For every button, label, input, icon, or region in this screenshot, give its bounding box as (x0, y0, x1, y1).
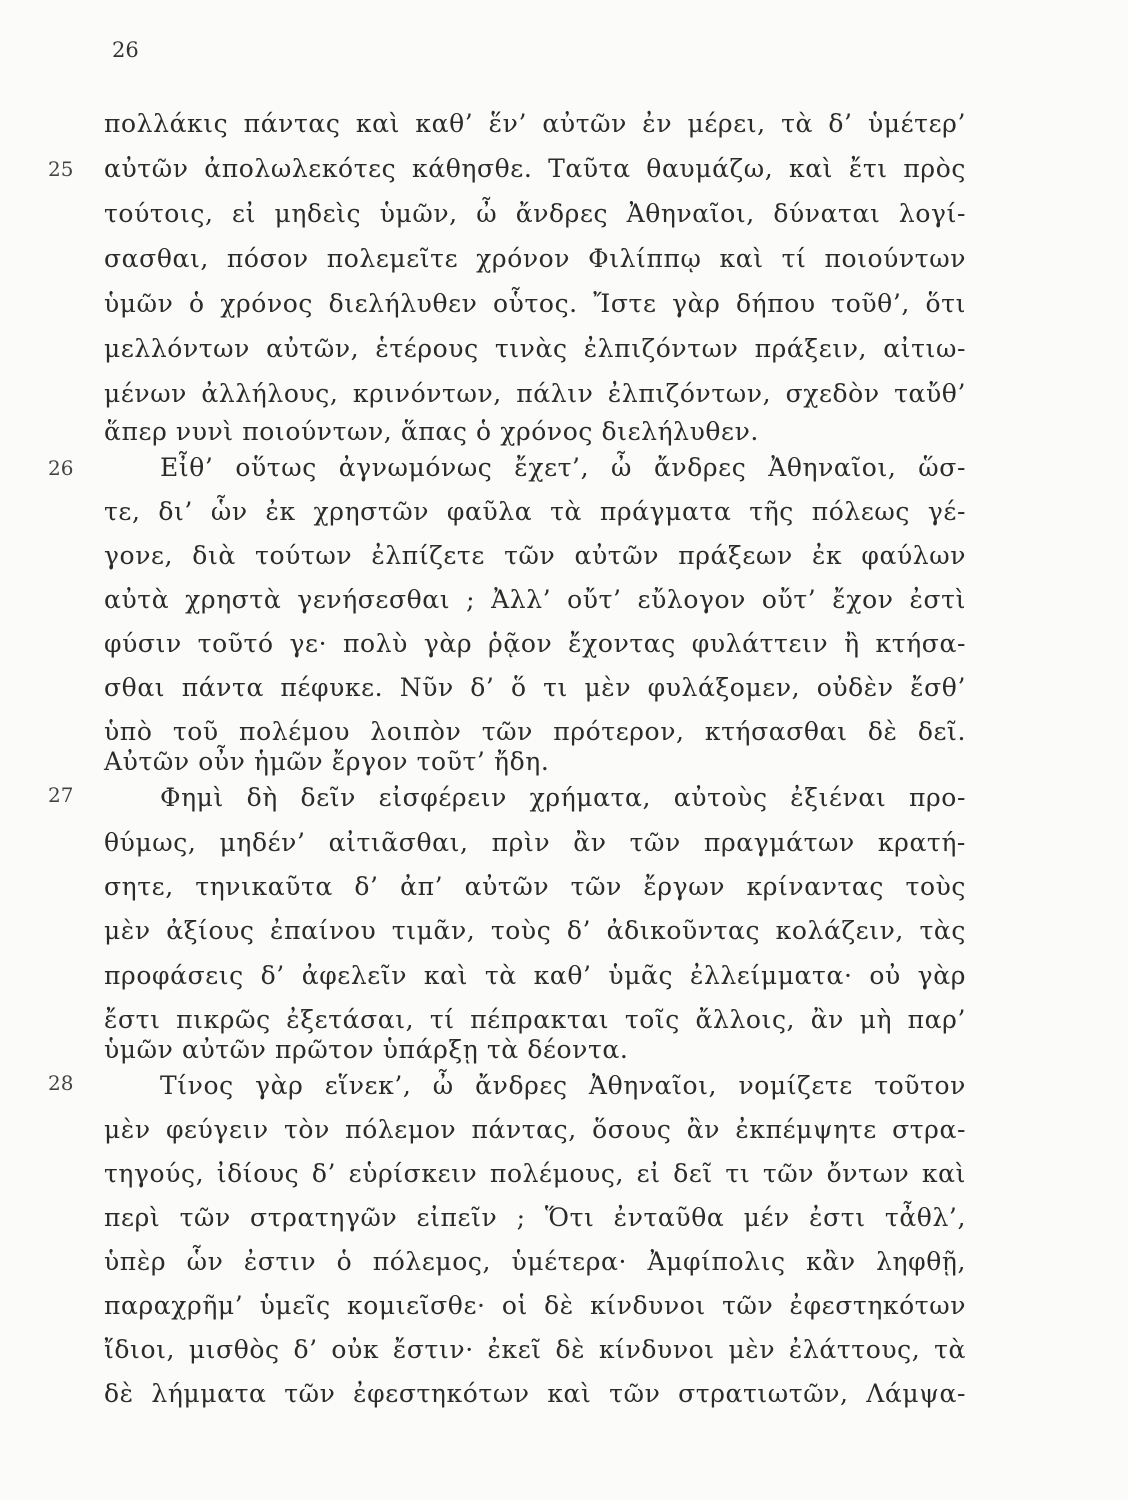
section-number: 27 (48, 783, 74, 807)
text-line: φύσιν τοῦτό γε· πολὺ γὰρ ῥᾷον ἔχοντας φυλάττειν ἢ κτήσα- (104, 629, 966, 658)
text-line: σασθαι, πόσον πολεμεῖτε χρόνον Φιλίππῳ καὶ τί ποιούντων (104, 244, 966, 273)
text-line: ἅπερ νυνὶ ποιούντων, ἅπας ὁ χρόνος διελήλυθεν. (104, 417, 759, 446)
text-line: αὐτὰ χρηστὰ γενήσεσθαι ; Ἀλλ’ οὔτ’ εὔλογον οὔτ’ ἔχον ἐστὶ (104, 585, 966, 614)
text-line: ὑπὸ τοῦ πολέμου λοιπὸν τῶν πρότερον, κτήσασθαι δὲ δεῖ. (104, 717, 966, 746)
section-number: 25 (48, 157, 74, 181)
text-line: ὑμῶν αὐτῶν πρῶτον ὑπάρξῃ τὰ δέοντα. (104, 1035, 629, 1064)
text-line: προφάσεις δ’ ἀφελεῖν καὶ τὰ καθ’ ὑμᾶς ἐλλείμματα· οὐ γὰρ (104, 961, 966, 990)
text-line: δὲ λήμματα τῶν ἐφεστηκότων καὶ τῶν στρατιωτῶν, Λάμψα- (104, 1379, 966, 1408)
text-line: μένων ἀλλήλους, κρινόντων, πάλιν ἐλπιζόντων, σχεδὸν ταὔθ’ (104, 379, 966, 408)
text-line: μελλόντων αὐτῶν, ἑτέρους τινὰς ἐλπιζόντων πράξειν, αἰτιω- (104, 334, 966, 363)
text-line: γονε, διὰ τούτων ἐλπίζετε τῶν αὐτῶν πράξεων ἐκ φαύλων (104, 541, 966, 570)
text-line: πολλάκις πάντας καὶ καθ’ ἕν’ αὐτῶν ἐν μέρει, τὰ δ’ ὑμέτερ’ (104, 109, 966, 138)
text-line: Αὐτῶν οὖν ἡμῶν ἔργον τοῦτ’ ἤδη. (104, 747, 550, 776)
text-line: αὐτῶν ἀπολωλεκότες κάθησθε. Ταῦτα θαυμάζω, καὶ ἔτι πρὸς (104, 154, 966, 183)
page-number: 26 (112, 38, 139, 62)
text-line: ἴδιοι, μισθὸς δ’ οὐκ ἔστιν· ἐκεῖ δὲ κίνδυνοι μὲν ἐλάττους, τὰ (104, 1335, 966, 1364)
text-line: τούτοις, εἰ μηδεὶς ὑμῶν, ὦ ἄνδρες Ἀθηναῖοι, δύναται λογί- (104, 199, 966, 228)
text-line: μὲν ἀξίους ἐπαίνου τιμᾶν, τοὺς δ’ ἀδικοῦντας κολάζειν, τὰς (104, 916, 966, 945)
text-line: τηγούς, ἰδίους δ’ εὑρίσκειν πολέμους, εἰ δεῖ τι τῶν ὄντων καὶ (104, 1159, 966, 1188)
section-number: 26 (48, 456, 74, 480)
text-line: ὑμῶν ὁ χρόνος διελήλυθεν οὗτος. Ἴστε γὰρ δήπου τοῦθ’, ὅτι (104, 289, 966, 318)
text-line: ὑπὲρ ὧν ἐστιν ὁ πόλεμος, ὑμέτερα· Ἀμφίπολις κἂν ληφθῇ, (104, 1247, 966, 1276)
text-line: τε, δι’ ὧν ἐκ χρηστῶν φαῦλα τὰ πράγματα τῆς πόλεως γέ- (104, 497, 966, 526)
text-line: μὲν φεύγειν τὸν πόλεμον πάντας, ὅσους ἂν ἐκπέμψητε στρα- (104, 1115, 966, 1144)
text-line: παραχρῆμ’ ὑμεῖς κομιεῖσθε· οἱ δὲ κίνδυνοι τῶν ἐφεστηκότων (104, 1291, 966, 1320)
text-line: Φημὶ δὴ δεῖν εἰσφέρειν χρήματα, αὐτοὺς ἐξιέναι προ- (160, 783, 966, 812)
text-line: περὶ τῶν στρατηγῶν εἰπεῖν ; Ὅτι ἐνταῦθα μέν ἐστι τἆθλ’, (104, 1203, 966, 1232)
text-line: θύμως, μηδέν’ αἰτιᾶσθαι, πρὶν ἂν τῶν πραγμάτων κρατή- (104, 828, 966, 857)
section-number: 28 (48, 1071, 74, 1095)
text-line: ἔστι πικρῶς ἐξετάσαι, τί πέπρακται τοῖς ἄλλοις, ἂν μὴ παρ’ (104, 1005, 966, 1034)
text-line: σητε, τηνικαῦτα δ’ ἀπ’ αὐτῶν τῶν ἔργων κρίναντας τοὺς (104, 872, 966, 901)
text-line: Τίνος γὰρ εἵνεκ’, ὦ ἄνδρες Ἀθηναῖοι, νομίζετε τοῦτον (160, 1071, 966, 1100)
text-line: σθαι πάντα πέφυκε. Νῦν δ’ ὅ τι μὲν φυλάξομεν, οὐδὲν ἔσθ’ (104, 673, 966, 702)
text-line: Εἶθ’ οὕτως ἀγνωμόνως ἔχετ’, ὦ ἄνδρες Ἀθηναῖοι, ὥσ- (160, 453, 966, 482)
